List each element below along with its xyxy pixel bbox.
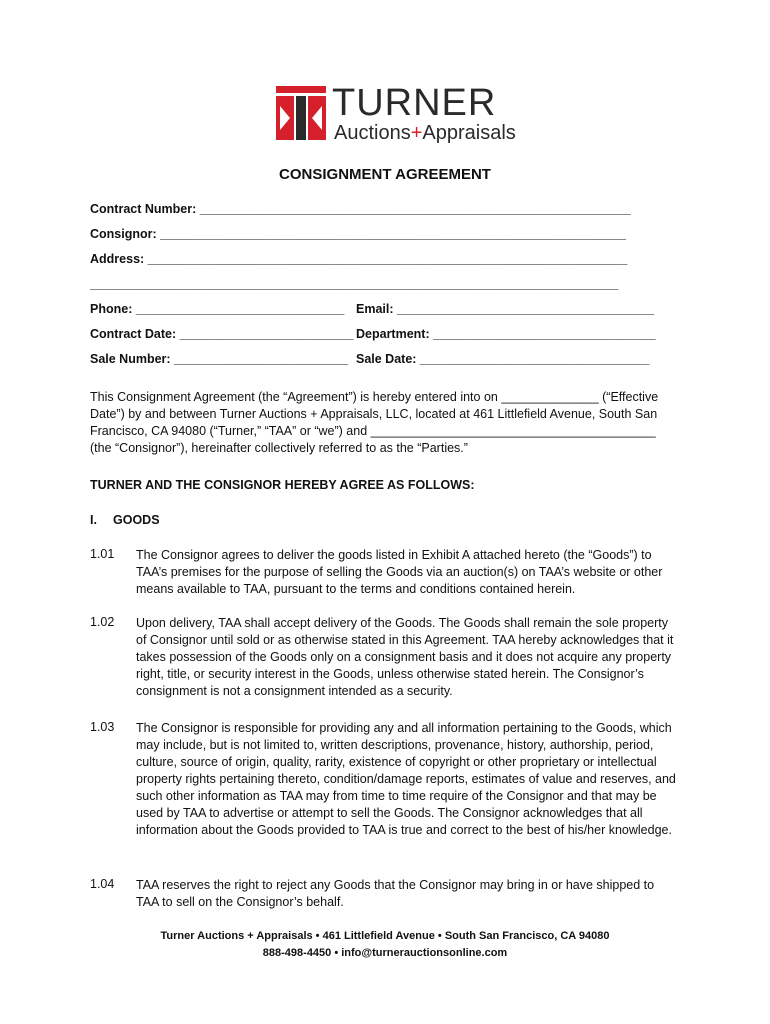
address-line2-field: ____________________________________________________________________________ (90, 277, 619, 291)
clause-number: 1.04 (90, 877, 115, 891)
section-number: I. (90, 513, 97, 527)
clause-text: TAA reserves the right to reject any Goods that the Consignor may bring in or have shipped to TAA to sell on the Consignor’s behalf. (136, 878, 655, 909)
company-logo (276, 82, 516, 146)
contract-date-field: Contract Date: _________________________ (90, 327, 354, 341)
section-title: GOODS (113, 513, 160, 527)
consignor-field: Consignor: ___________________________________________________________________ (90, 227, 626, 241)
logo-tagline (334, 122, 516, 145)
footer-address: Turner Auctions + Appraisals • 461 Littlefield Avenue • South San Francisco, CA 94080 (160, 930, 610, 942)
document-title: CONSIGNMENT AGREEMENT (279, 166, 491, 183)
logo-tagline-right: Appraisals (422, 122, 516, 144)
footer-contact: 888-498-4450 • info@turnerauctionsonline.com (262, 947, 508, 959)
clause-number: 1.03 (90, 720, 115, 734)
phone-field: Phone: ______________________________ (90, 302, 345, 316)
logo-tagline-plus: + (410, 122, 423, 144)
turner-logo-mark-icon (276, 86, 326, 140)
email-field: Email: _____________________________________ (356, 302, 655, 316)
intro-paragraph: This Consignment Agreement (the “Agreement”) is hereby entered into on ______________ (“Effective Date”) by and between Turner Auctions + Appraisals, LLC, located at 461 Littlefield Avenue, South San Francisco, CA 94080 (“Turner,” “TAA” or “we”) and _________________________________________ (the “Consignor”), hereinafter collectively referred to as the “Parties.” (90, 390, 659, 455)
logo-brand-text: TURNER (332, 82, 497, 124)
clause-number: 1.01 (90, 547, 115, 561)
logo-tagline-left: Auctions (334, 122, 411, 144)
contract-number-field: Contract Number: ______________________________________________________________ (90, 202, 631, 216)
sale-number-field: Sale Number: _________________________ (90, 352, 348, 366)
clause-text: The Consignor agrees to deliver the goods listed in Exhibit A attached hereto (the “Goods”) to TAA’s premises for the purpose of selling the Goods via an auction(s) on TAA’s website or other means available to TAA, pursuant to the terms and conditions contained herein. (136, 548, 663, 596)
agreement-heading: TURNER AND THE CONSIGNOR HEREBY AGREE AS FOLLOWS: (90, 478, 475, 492)
sale-date-field: Sale Date: _________________________________ (356, 352, 650, 366)
address-field: Address: _____________________________________________________________________ (90, 252, 628, 266)
department-field: Department: ________________________________ (356, 327, 656, 341)
clause-text: Upon delivery, TAA shall accept delivery of the Goods. The Goods shall remain the sole property of Consignor until sold or as otherwise stated in this Agreement. TAA hereby acknowledges that it takes possession of the Goods only on a consignment basis and it does not acquire any property right, title, or security interest in the Goods, unless otherwise stated herein. The Consignor’s consignment is not a consignment intended as a security. (136, 616, 674, 698)
clause-number: 1.02 (90, 615, 115, 629)
clause-text: The Consignor is responsible for providing any and all information pertaining to the Goods, which may include, but is not limited to, written descriptions, provenance, history, authorship, period, culture, source of origin, quality, rarity, existence of copyright or other proprietary or intellectual property rights pertaining thereto, condition/damage reports, estimates of value and reserves, and such other information as TAA may from time to time require of the Consignor and that may be used by TAA to advertise or attempt to sell the Goods. The Consignor acknowledges that all information about the Goods provided to TAA is true and correct to the best of his/her knowledge. (136, 721, 676, 837)
